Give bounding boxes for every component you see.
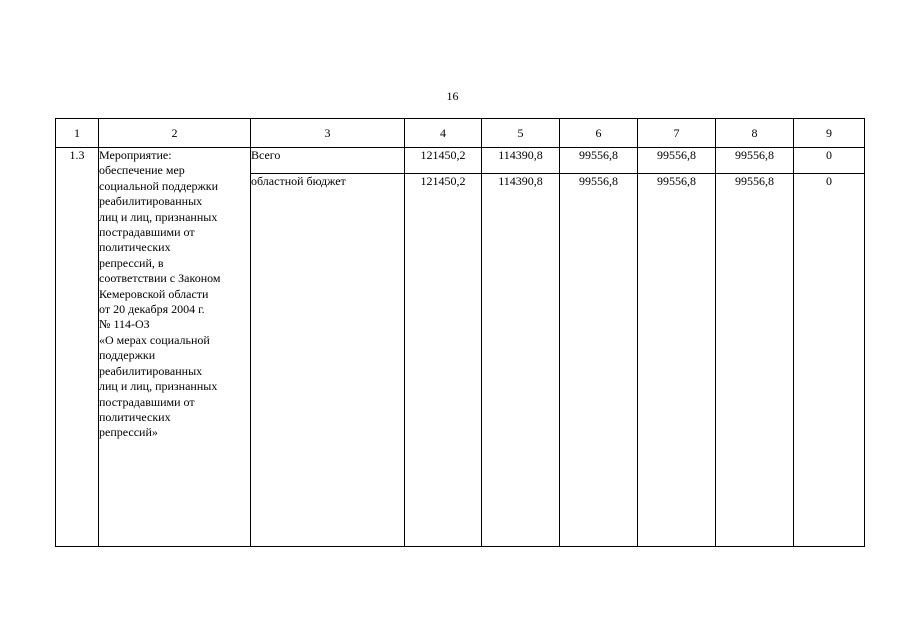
header-cell: 2 — [99, 119, 251, 148]
value-cell: 99556,8 — [716, 148, 794, 174]
description-line: политических — [99, 409, 171, 424]
description-line: «О мерах социальной — [99, 332, 210, 347]
value-cell: 99556,8 — [638, 148, 716, 174]
value-cell: 99556,8 — [638, 174, 716, 547]
item-id: 1.3 — [56, 148, 99, 547]
funding-source: областной бюджет — [251, 174, 405, 547]
header-cell: 4 — [405, 119, 482, 148]
value-cell: 0 — [794, 148, 865, 174]
budget-table — [55, 118, 865, 547]
description-line: Кемеровской области — [99, 286, 209, 301]
description-line: от 20 декабря 2004 г. — [99, 302, 205, 317]
value-cell: 114390,8 — [482, 174, 560, 547]
description-line: соответствии с Законом — [99, 271, 221, 286]
description-line: реабилитированных — [99, 363, 203, 378]
description-line: обеспечение мер — [99, 163, 185, 178]
header-cell: 9 — [794, 119, 865, 148]
description-line: репрессий, в — [99, 255, 164, 270]
value-cell: 99556,8 — [560, 174, 638, 547]
value-cell: 99556,8 — [560, 148, 638, 174]
description-line: № 114-ОЗ — [99, 317, 150, 332]
description-line: социальной поддержки — [99, 178, 219, 193]
description-line: политических — [99, 240, 171, 255]
header-cell: 8 — [716, 119, 794, 148]
funding-source: Всего — [251, 148, 405, 174]
header-cell: 3 — [251, 119, 405, 148]
description-line: реабилитированных — [99, 194, 203, 209]
value-cell: 99556,8 — [716, 174, 794, 547]
item-description — [99, 148, 251, 547]
description-line: репрессий» — [99, 425, 158, 440]
page-number: 16 — [446, 89, 459, 103]
description-line: поддержки — [99, 348, 156, 363]
description-line: пострадавшими от — [99, 225, 195, 240]
header-cell: 7 — [638, 119, 716, 148]
table-row-total — [56, 148, 865, 174]
description-line: лиц и лиц, признанных — [99, 209, 218, 224]
value-cell: 121450,2 — [405, 174, 482, 547]
value-cell: 114390,8 — [482, 148, 560, 174]
header-cell: 5 — [482, 119, 560, 148]
value-cell: 121450,2 — [405, 148, 482, 174]
description-line: лиц и лиц, признанных — [99, 379, 218, 394]
description-line: Мероприятие: — [99, 148, 172, 162]
header-row — [56, 119, 865, 148]
description-line: пострадавшими от — [99, 394, 195, 409]
header-cell: 1 — [56, 119, 99, 148]
value-cell: 0 — [794, 174, 865, 547]
header-cell: 6 — [560, 119, 638, 148]
